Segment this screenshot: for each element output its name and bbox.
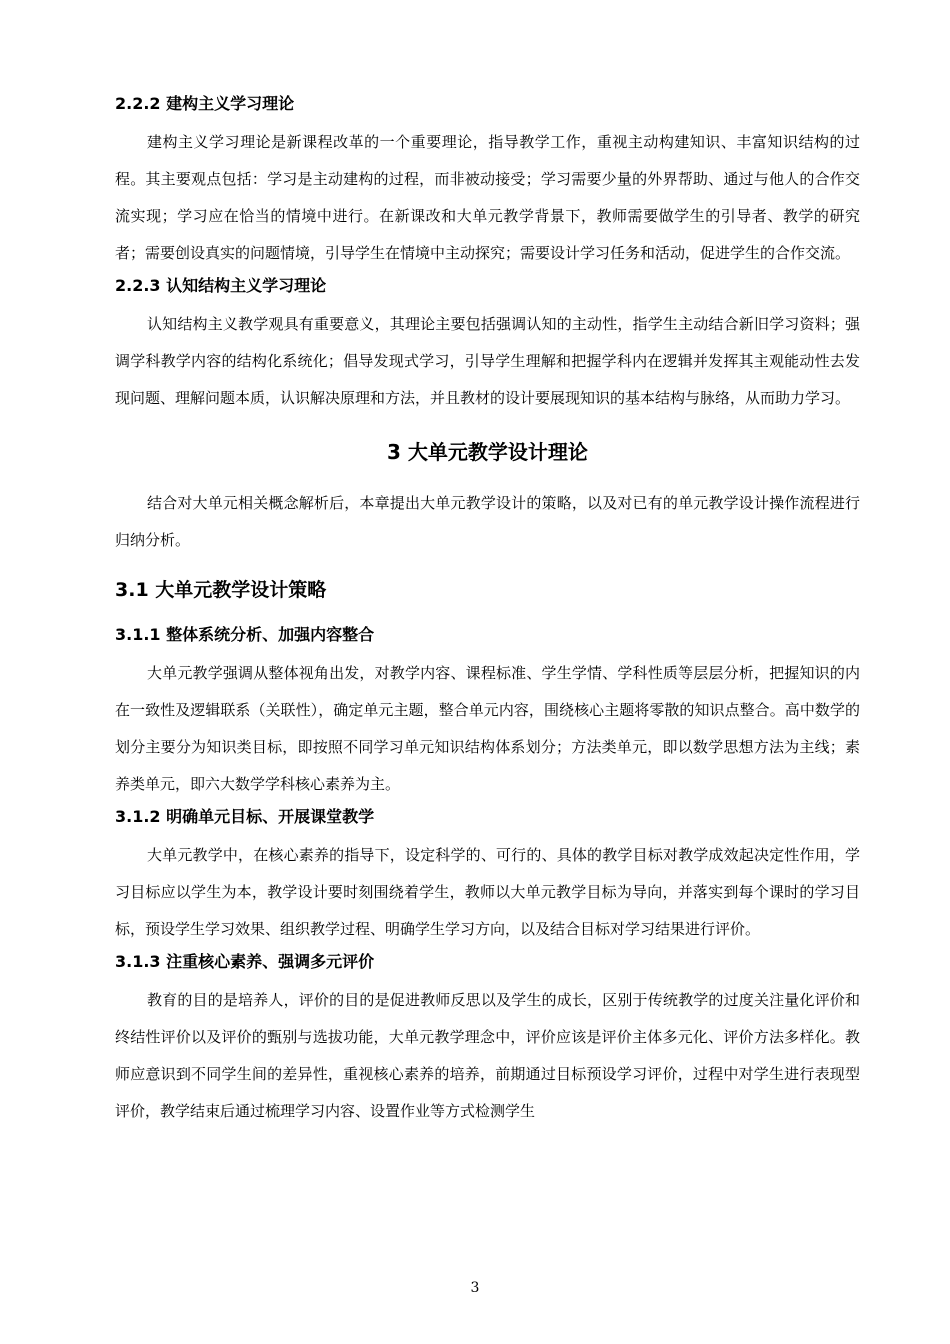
page-number: 3	[470, 1280, 480, 1296]
heading-2-2-2: 2.2.2 建构主义学习理论	[115, 94, 295, 113]
paragraph-3-1-3: 教育的目的是培养人，评价的目的是促进教师反思以及学生的成长，区别于传统教学的过度关注量化评价和终结性评价以及评价的甄别与选拔功能，大单元教学理念中，评价应该是评价主体多元化、评价方法多样化。教师应意识到不同学生间的差异性，重视核心素养的培养，前期通过目标预设学习评价，过程中对学生进行表现型评价，教学结束后通过梳理学习内容、设置作业等方式检测学生	[115, 991, 860, 1120]
chapter-title: 3 大单元教学设计理论	[387, 440, 588, 464]
heading-2-2-3: 2.2.3 认知结构主义学习理论	[115, 276, 327, 295]
paragraph-2-2-2: 建构主义学习理论是新课程改革的一个重要理论，指导教学工作，重视主动构建知识、丰富知识结构的过程。其主要观点包括：学习是主动建构的过程，而非被动接受；学习需要少量的外界帮助、通过与他人的合作交流实现；学习应在恰当的情境中进行。在新课改和大单元教学背景下，教师需要做学生的引导者、教学的研究者；需要创设真实的问题情境，引导学生在情境中主动探究；需要设计学习任务和活动，促进学生的合作交流。	[115, 133, 860, 262]
section-3-1-title: 3.1 大单元教学设计策略	[115, 579, 327, 601]
page-content	[115, 92, 860, 1130]
paragraph-2-2-3: 认知结构主义教学观具有重要意义，其理论主要包括强调认知的主动性，指学生主动结合新旧学习资料；强调学科教学内容的结构化系统化；倡导发现式学习，引导学生理解和把握学科内在逻辑并发挥其主观能动性去发现问题、理解问题本质，认识解决原理和方法，并且教材的设计要展现知识的基本结构与脉络，从而助力学习。	[115, 315, 860, 407]
heading-3-1-1: 3.1.1 整体系统分析、加强内容整合	[115, 625, 375, 644]
paragraph-3-1-2: 大单元教学中，在核心素养的指导下，设定科学的、可行的、具体的教学目标对教学成效起决定性作用，学习目标应以学生为本，教学设计要时刻围绕着学生，教师以大单元教学目标为导向，并落实到每个课时的学习目标，预设学生学习效果、组织教学过程、明确学生学习方向，以及结合目标对学习结果进行评价。	[115, 846, 860, 938]
heading-3-1-2: 3.1.2 明确单元目标、开展课堂教学	[115, 807, 375, 826]
paragraph-3-1-1: 大单元教学强调从整体视角出发，对教学内容、课程标准、学生学情、学科性质等层层分析，把握知识的内在一致性及逻辑联系（关联性），确定单元主题，整合单元内容，围绕核心主题将零散的知识点整合。高中数学的划分主要分为知识类目标，即按照不同学习单元知识结构体系划分；方法类单元，即以数学思想方法为主线；素养类单元，即六大数学学科核心素养为主。	[115, 664, 860, 793]
heading-3-1-3: 3.1.3 注重核心素养、强调多元评价	[115, 952, 375, 971]
chapter-intro: 结合对大单元相关概念解析后，本章提出大单元教学设计的策略，以及对已有的单元教学设计操作流程进行归纳分析。	[115, 494, 860, 549]
